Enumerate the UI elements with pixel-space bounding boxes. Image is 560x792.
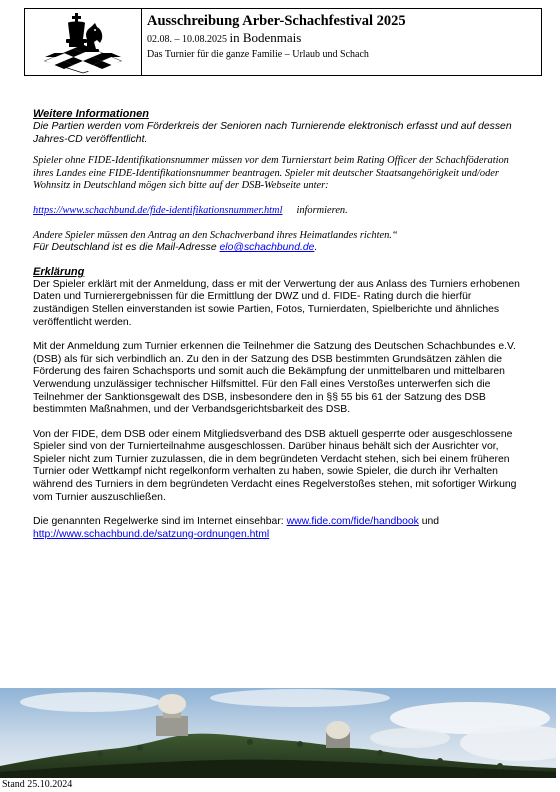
- tournament-dates: 02.08. – 10.08.2025: [147, 34, 227, 45]
- arber-mountain-photo: [0, 688, 556, 778]
- page-title: Ausschreibung Arber-Schachfestival 2025: [147, 13, 406, 29]
- header-dates-line: [147, 30, 539, 48]
- link-dsb-satzung[interactable]: http://www.schachbund.de/satzung-ordnungen.html: [33, 528, 270, 540]
- info-link-line: [33, 205, 528, 218]
- header-box: [24, 8, 542, 76]
- footer-stand: Stand 25.10.2024: [2, 779, 73, 790]
- erklaerung-para-1: Der Spieler erklärt mit der Anmeldung, dass er mit der Verwertung der aus Anlass des Turniers erhobenen Daten und Turnierergebnissen für die Ermittlung der DWZ und d. FIDE- Rating durch die hierfür zuständigen Stellen einverstanden ist sowie Partien, Fotos, Turnierdaten, Spielberichte und ähnliches veröffentlicht werden.: [33, 278, 520, 328]
- header-tagline: Das Turnier für die ganze Familie – Urlaub und Schach: [147, 49, 369, 60]
- logo-cell: [25, 9, 142, 75]
- tournament-location: in Bodenmais: [229, 30, 302, 45]
- heading-erklaerung: Erklärung: [33, 265, 85, 278]
- link-fide-identifikationsnummer[interactable]: https://www.schachbund.de/fide-identifikationsnummer.html: [33, 204, 283, 216]
- email-link[interactable]: elo@schachbund.de: [219, 242, 315, 254]
- info-para-1: Die Partien werden vom Förderkreis der Senioren nach Turnierende elektronisch erfasst und auf dessen Jahres-CD veröffentlicht.: [33, 121, 512, 145]
- info-para-4: Für Deutschland ist es die Mail-Adresse elo@schachbund.de.: [33, 242, 318, 254]
- erklaerung-para-4: Die genannten Regelwerke sind im Internet einsehbar: www.fide.com/fide/handbook und http://www.schachbund.de/satzung-ordnungen.html: [33, 516, 440, 540]
- erklaerung-para-2: Mit der Anmeldung zum Turnier erkennen die Teilnehmer die Satzung des Deutschen Schachbundes e.V. (DSB) als für sich verbindlich an. Zu den in der Satzung des DSB bestimmten Grundsätzen zählen die Förderung des fairen Schachsports und somit auch die Bekämpfung der unmittelbaren und mittelbaren Verwendung unzulässiger technischer Hilfsmittel. Für den Fall eines Verstoßes unterwerfen sich die Teilnehmer der Sanktionsgewalt des DSB, insbesondere den in §§ 55 bis 61 der Satzung des DSB bestimmten Maßnahmen, und der Verbandsgerichtsbarkeit des DSB.: [33, 341, 516, 416]
- main-content: [33, 108, 528, 541]
- informieren-text: informieren.: [296, 204, 348, 216]
- header-text: [147, 12, 539, 62]
- heading-weitere-informationen: Weitere Informationen: [33, 108, 149, 120]
- erklaerung-para-3: Von der FIDE, dem DSB oder einem Mitgliedsverband des DSB aktuell gesperrte oder ausgeschlossene Spieler sind von der Turnierteilnahme ausgeschlossen. Darüber hinaus behält sich der Ausrichter vor, Spieler nicht zum Turnier zuzulassen, die in dem begründeten Verdacht stehen, sich bei einem früheren Turnier oder Wettkampf nicht regelkonform verhalten zu haben, sowie Spieler, die durch ihr Verhalten während des Turniers in dem begründeten Verdacht eines Regelverstoßes stehen, mit sofortiger Wirkung vom Turnier auszuschließen.: [33, 428, 517, 503]
- link-fide-handbook[interactable]: www.fide.com/fide/handbook: [286, 516, 419, 528]
- info-para-3: Andere Spieler müssen den Antrag an den Schachverband ihres Heimatlandes richten.“: [33, 229, 398, 241]
- info-para-2: Spieler ohne FIDE-Identifikationsnummer müssen vor dem Turnierstart beim Rating Officer der Schachföderation ihres Landes eine FIDE-Identifikationsnummer beantragen. Spieler mit deutscher Staatsangehörigkeit und/oder Wohnsitz in Deutschland mögen sich bitte auf der DSB-Webseite unter:: [33, 155, 509, 192]
- chess-king-knight-logo-icon: [25, 9, 141, 75]
